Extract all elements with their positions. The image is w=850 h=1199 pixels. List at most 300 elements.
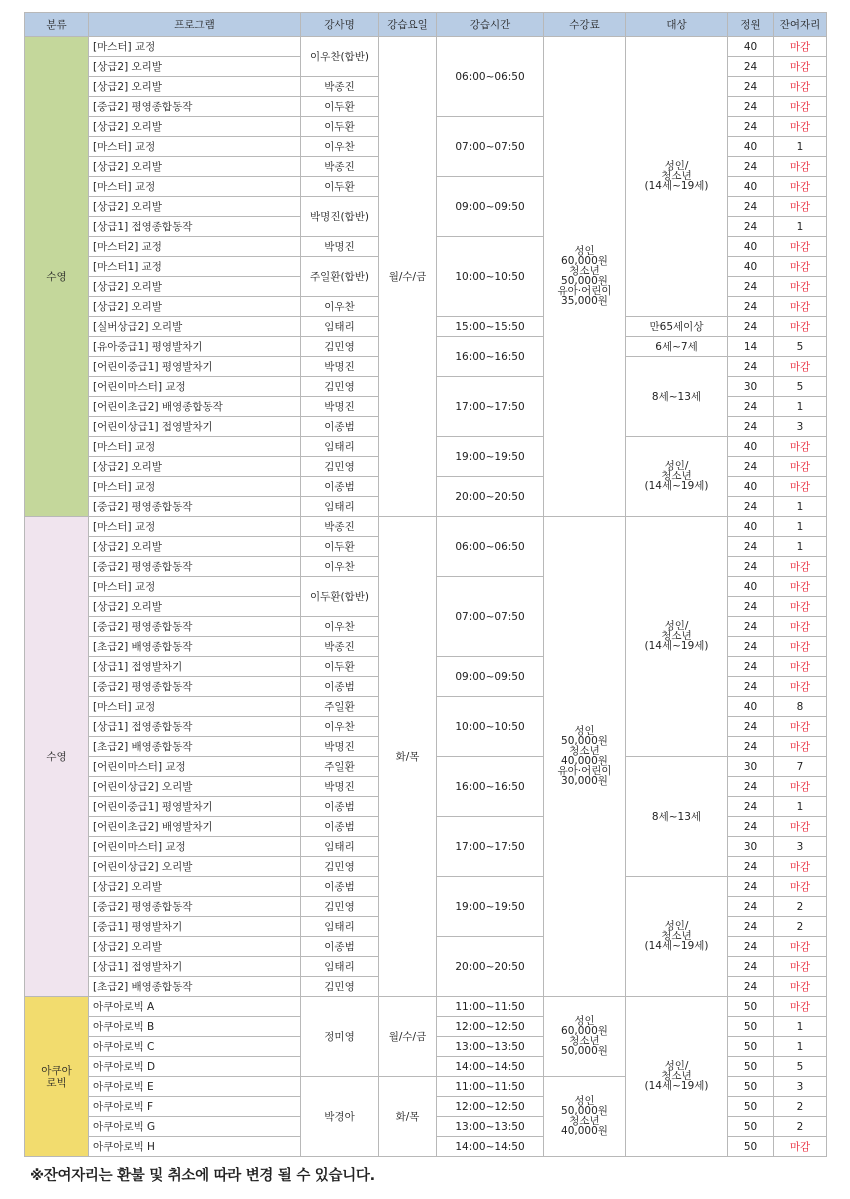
program-cell: [어린이상급1] 접영발차기 — [89, 417, 301, 437]
program-cell: [상급2] 오리발 — [89, 937, 301, 957]
instructor-cell: 주일환(합반) — [301, 257, 379, 297]
remaining-cell: 1 — [774, 797, 827, 817]
fee-cell — [544, 997, 626, 1077]
instructor-cell: 박종진 — [301, 157, 379, 177]
remaining-cell: 5 — [774, 377, 827, 397]
remaining-cell: 1 — [774, 517, 827, 537]
target-cell-line: 청소년 — [661, 1070, 692, 1082]
instructor-cell: 김민영 — [301, 897, 379, 917]
remaining-cell: 1 — [774, 1017, 827, 1037]
fee-cell-line: 유아·어린이 — [557, 765, 612, 777]
capacity-cell: 50 — [728, 1137, 774, 1157]
program-cell: [상급1] 접영종합동작 — [89, 217, 301, 237]
fee-cell-line: 청소년 — [569, 1035, 600, 1047]
program-cell: [중급2] 평영종합동작 — [89, 897, 301, 917]
instructor-cell: 박종진 — [301, 517, 379, 537]
remaining-cell: 마감 — [774, 937, 827, 957]
remaining-cell: 마감 — [774, 997, 827, 1017]
instructor-cell: 이두환 — [301, 117, 379, 137]
remaining-cell: 1 — [774, 217, 827, 237]
remaining-cell: 7 — [774, 757, 827, 777]
remaining-cell: 마감 — [774, 297, 827, 317]
remaining-cell: 1 — [774, 497, 827, 517]
remaining-cell: 마감 — [774, 457, 827, 477]
target-cell-line: 성인/ — [664, 160, 689, 172]
target-cell-line: 청소년 — [661, 930, 692, 942]
instructor-cell: 이종범 — [301, 817, 379, 837]
remaining-cell: 마감 — [774, 57, 827, 77]
capacity-cell: 24 — [728, 277, 774, 297]
capacity-cell: 24 — [728, 357, 774, 377]
time-cell: 14:00~14:50 — [437, 1137, 544, 1157]
time-cell: 06:00~06:50 — [437, 37, 544, 117]
fee-cell-line: 60,000원 — [561, 255, 608, 267]
time-cell: 10:00~10:50 — [437, 697, 544, 757]
instructor-cell: 김민영 — [301, 457, 379, 477]
program-cell: [상급2] 오리발 — [89, 197, 301, 217]
capacity-cell: 24 — [728, 897, 774, 917]
capacity-cell: 50 — [728, 1077, 774, 1097]
capacity-cell: 50 — [728, 1017, 774, 1037]
target-cell: 8세~13세 — [626, 757, 728, 877]
program-cell: 아쿠아로빅 A — [89, 997, 301, 1017]
category-cell — [25, 997, 89, 1157]
instructor-cell: 이두환(합반) — [301, 577, 379, 617]
capacity-cell: 24 — [728, 677, 774, 697]
program-cell: [어린이상급2] 오리발 — [89, 777, 301, 797]
capacity-cell: 24 — [728, 77, 774, 97]
program-cell: [상급2] 오리발 — [89, 877, 301, 897]
target-cell-line: 청소년 — [661, 470, 692, 482]
fee-cell-line: 유아·어린이 — [557, 285, 612, 297]
remaining-cell: 마감 — [774, 637, 827, 657]
program-cell: [상급2] 오리발 — [89, 277, 301, 297]
capacity-cell: 24 — [728, 157, 774, 177]
time-cell: 11:00~11:50 — [437, 1077, 544, 1097]
target-cell-line: 성인/ — [664, 1060, 689, 1072]
time-cell: 07:00~07:50 — [437, 117, 544, 177]
capacity-cell: 30 — [728, 377, 774, 397]
capacity-cell: 40 — [728, 477, 774, 497]
instructor-cell: 박명진 — [301, 737, 379, 757]
header-remaining: 잔여자리 — [774, 13, 827, 37]
target-cell-line: 성인/ — [664, 920, 689, 932]
instructor-cell: 김민영 — [301, 377, 379, 397]
instructor-cell: 박명진 — [301, 777, 379, 797]
target-cell-line: 성인/ — [664, 620, 689, 632]
instructor-cell: 박종진 — [301, 77, 379, 97]
program-cell: [중급2] 평영종합동작 — [89, 97, 301, 117]
remaining-cell: 마감 — [774, 657, 827, 677]
capacity-cell: 24 — [728, 957, 774, 977]
instructor-cell: 주일환 — [301, 757, 379, 777]
capacity-cell: 30 — [728, 837, 774, 857]
remaining-cell: 마감 — [774, 357, 827, 377]
instructor-cell: 이우찬(합반) — [301, 37, 379, 77]
time-cell: 19:00~19:50 — [437, 877, 544, 937]
instructor-cell: 박경아 — [301, 1077, 379, 1157]
instructor-cell: 이우찬 — [301, 717, 379, 737]
fee-cell-line: 성인 — [574, 1015, 595, 1027]
capacity-cell: 24 — [728, 57, 774, 77]
program-cell: [마스터] 교정 — [89, 697, 301, 717]
program-cell: 아쿠아로빅 H — [89, 1137, 301, 1157]
instructor-cell: 이종범 — [301, 937, 379, 957]
remaining-cell: 마감 — [774, 237, 827, 257]
instructor-cell: 이우찬 — [301, 557, 379, 577]
target-cell-line: (14세~19세) — [644, 480, 709, 492]
remaining-cell: 마감 — [774, 677, 827, 697]
capacity-cell: 50 — [728, 1037, 774, 1057]
capacity-cell: 24 — [728, 937, 774, 957]
fee-cell-line: 50,000원 — [561, 1045, 608, 1057]
remaining-cell: 마감 — [774, 97, 827, 117]
remaining-cell: 마감 — [774, 1137, 827, 1157]
capacity-cell: 24 — [728, 977, 774, 997]
target-cell-line: (14세~19세) — [644, 180, 709, 192]
remaining-cell: 1 — [774, 1037, 827, 1057]
program-cell: [상급2] 오리발 — [89, 77, 301, 97]
instructor-cell: 김민영 — [301, 857, 379, 877]
capacity-cell: 40 — [728, 697, 774, 717]
instructor-cell: 주일환 — [301, 697, 379, 717]
fee-cell-line: 성인 — [574, 245, 595, 257]
fee-cell — [544, 37, 626, 517]
time-cell: 20:00~20:50 — [437, 937, 544, 997]
capacity-cell: 24 — [728, 657, 774, 677]
capacity-cell: 24 — [728, 557, 774, 577]
fee-cell-line: 50,000원 — [561, 275, 608, 287]
program-cell: [상급2] 오리발 — [89, 597, 301, 617]
time-cell: 07:00~07:50 — [437, 577, 544, 657]
program-cell: [상급1] 접영발차기 — [89, 957, 301, 977]
remaining-cell: 마감 — [774, 737, 827, 757]
header-category: 분류 — [25, 13, 89, 37]
fee-cell-line: 청소년 — [569, 1115, 600, 1127]
time-cell: 16:00~16:50 — [437, 757, 544, 817]
capacity-cell: 24 — [728, 497, 774, 517]
time-cell: 11:00~11:50 — [437, 997, 544, 1017]
instructor-cell: 박명진(합반) — [301, 197, 379, 237]
time-cell: 20:00~20:50 — [437, 477, 544, 517]
remaining-cell: 마감 — [774, 557, 827, 577]
header-time: 강습시간 — [437, 13, 544, 37]
schedule-table — [24, 12, 827, 1157]
target-cell: 8세~13세 — [626, 357, 728, 437]
fee-cell-line: 청소년 — [569, 265, 600, 277]
remaining-cell: 2 — [774, 1097, 827, 1117]
fee-cell-line: 30,000원 — [561, 775, 608, 787]
instructor-cell: 이우찬 — [301, 137, 379, 157]
capacity-cell: 40 — [728, 517, 774, 537]
table-row — [25, 517, 827, 537]
capacity-cell: 24 — [728, 597, 774, 617]
program-cell: 아쿠아로빅 E — [89, 1077, 301, 1097]
footer-note: ※잔여자리는 환불 및 취소에 따라 변경 될 수 있습니다. — [30, 1168, 375, 1184]
capacity-cell: 24 — [728, 797, 774, 817]
capacity-cell: 24 — [728, 817, 774, 837]
target-cell: 만65세이상 — [626, 317, 728, 337]
table-body — [25, 37, 827, 1157]
program-cell: [상급2] 오리발 — [89, 297, 301, 317]
capacity-cell: 24 — [728, 397, 774, 417]
fee-cell — [544, 1077, 626, 1157]
remaining-cell: 마감 — [774, 157, 827, 177]
days-cell: 화/목 — [379, 517, 437, 997]
remaining-cell: 마감 — [774, 477, 827, 497]
target-cell — [626, 877, 728, 997]
target-cell — [626, 37, 728, 317]
capacity-cell: 50 — [728, 997, 774, 1017]
capacity-cell: 50 — [728, 1117, 774, 1137]
program-cell: [상급2] 오리발 — [89, 537, 301, 557]
fee-cell-line: 40,000원 — [561, 1125, 608, 1137]
remaining-cell: 3 — [774, 417, 827, 437]
instructor-cell: 이우찬 — [301, 617, 379, 637]
instructor-cell: 이종범 — [301, 677, 379, 697]
remaining-cell: 3 — [774, 1077, 827, 1097]
program-cell: [상급1] 접영발차기 — [89, 657, 301, 677]
target-cell — [626, 437, 728, 517]
program-cell: [중급2] 평영종합동작 — [89, 677, 301, 697]
fee-cell — [544, 517, 626, 997]
instructor-cell: 이두환 — [301, 657, 379, 677]
remaining-cell: 1 — [774, 537, 827, 557]
capacity-cell: 40 — [728, 437, 774, 457]
program-cell: 아쿠아로빅 G — [89, 1117, 301, 1137]
remaining-cell: 마감 — [774, 257, 827, 277]
capacity-cell: 24 — [728, 197, 774, 217]
program-cell: [마스터] 교정 — [89, 137, 301, 157]
remaining-cell: 5 — [774, 337, 827, 357]
header-program: 프로그램 — [89, 13, 301, 37]
time-cell: 13:00~13:50 — [437, 1117, 544, 1137]
program-cell: [초급2] 배영종합동작 — [89, 737, 301, 757]
remaining-cell: 마감 — [774, 617, 827, 637]
time-cell: 17:00~17:50 — [437, 817, 544, 877]
capacity-cell: 24 — [728, 857, 774, 877]
remaining-cell: 마감 — [774, 777, 827, 797]
instructor-cell: 박종진 — [301, 637, 379, 657]
remaining-cell: 마감 — [774, 577, 827, 597]
program-cell: [어린이마스터] 교정 — [89, 377, 301, 397]
remaining-cell: 마감 — [774, 977, 827, 997]
remaining-cell: 마감 — [774, 957, 827, 977]
capacity-cell: 50 — [728, 1057, 774, 1077]
target-cell: 6세~7세 — [626, 337, 728, 357]
target-cell-line: 성인/ — [664, 460, 689, 472]
instructor-cell: 박명진 — [301, 357, 379, 377]
instructor-cell: 임태리 — [301, 497, 379, 517]
header-fee: 수강료 — [544, 13, 626, 37]
program-cell: 아쿠아로빅 D — [89, 1057, 301, 1077]
instructor-cell: 이우찬 — [301, 297, 379, 317]
instructor-cell: 임태리 — [301, 437, 379, 457]
instructor-cell: 박명진 — [301, 237, 379, 257]
instructor-cell: 임태리 — [301, 917, 379, 937]
target-cell-line: 청소년 — [661, 630, 692, 642]
program-cell: [마스터1] 교정 — [89, 257, 301, 277]
category-cell: 수영 — [25, 517, 89, 997]
remaining-cell: 1 — [774, 137, 827, 157]
table-row — [25, 997, 827, 1017]
instructor-cell: 임태리 — [301, 317, 379, 337]
remaining-cell: 마감 — [774, 877, 827, 897]
fee-cell-line: 35,000원 — [561, 295, 608, 307]
remaining-cell: 2 — [774, 1117, 827, 1137]
time-cell: 17:00~17:50 — [437, 377, 544, 437]
program-cell: [어린이상급2] 오리발 — [89, 857, 301, 877]
remaining-cell: 마감 — [774, 317, 827, 337]
days-cell: 월/수/금 — [379, 37, 437, 517]
time-cell: 13:00~13:50 — [437, 1037, 544, 1057]
target-cell-line: (14세~19세) — [644, 640, 709, 652]
capacity-cell: 40 — [728, 237, 774, 257]
program-cell: [상급1] 접영종합동작 — [89, 717, 301, 737]
fee-cell-line: 50,000원 — [561, 735, 608, 747]
header-target: 대상 — [626, 13, 728, 37]
program-cell: [마스터] 교정 — [89, 577, 301, 597]
fee-cell-line: 50,000원 — [561, 1105, 608, 1117]
capacity-cell: 24 — [728, 717, 774, 737]
fee-cell-line: 40,000원 — [561, 755, 608, 767]
time-cell: 09:00~09:50 — [437, 177, 544, 237]
program-cell: [중급2] 평영종합동작 — [89, 497, 301, 517]
capacity-cell: 24 — [728, 637, 774, 657]
header-days: 강습요일 — [379, 13, 437, 37]
remaining-cell: 마감 — [774, 717, 827, 737]
program-cell: [마스터] 교정 — [89, 477, 301, 497]
program-cell: 아쿠아로빅 F — [89, 1097, 301, 1117]
instructor-cell: 이두환 — [301, 177, 379, 197]
remaining-cell: 마감 — [774, 117, 827, 137]
remaining-cell: 마감 — [774, 37, 827, 57]
instructor-cell: 이두환 — [301, 537, 379, 557]
program-cell: [마스터] 교정 — [89, 177, 301, 197]
program-cell: [중급2] 평영종합동작 — [89, 557, 301, 577]
capacity-cell: 50 — [728, 1097, 774, 1117]
program-cell: [상급2] 오리발 — [89, 457, 301, 477]
capacity-cell: 24 — [728, 877, 774, 897]
category-cell-line: 아쿠아 — [41, 1064, 72, 1077]
remaining-cell: 마감 — [774, 77, 827, 97]
time-cell: 15:00~15:50 — [437, 317, 544, 337]
program-cell: 아쿠아로빅 C — [89, 1037, 301, 1057]
time-cell: 12:00~12:50 — [437, 1097, 544, 1117]
program-cell: [마스터] 교정 — [89, 437, 301, 457]
program-cell: [상급2] 오리발 — [89, 117, 301, 137]
remaining-cell: 3 — [774, 837, 827, 857]
remaining-cell: 1 — [774, 397, 827, 417]
target-cell — [626, 517, 728, 757]
capacity-cell: 24 — [728, 97, 774, 117]
remaining-cell: 8 — [774, 697, 827, 717]
remaining-cell: 마감 — [774, 197, 827, 217]
time-cell: 19:00~19:50 — [437, 437, 544, 477]
fee-cell-line: 청소년 — [569, 745, 600, 757]
capacity-cell: 40 — [728, 577, 774, 597]
program-cell: [유아중급1] 평영발차기 — [89, 337, 301, 357]
capacity-cell: 24 — [728, 617, 774, 637]
program-cell: [마스터] 교정 — [89, 517, 301, 537]
instructor-cell: 김민영 — [301, 337, 379, 357]
instructor-cell: 김민영 — [301, 977, 379, 997]
instructor-cell: 임태리 — [301, 837, 379, 857]
capacity-cell: 24 — [728, 317, 774, 337]
instructor-cell: 이종범 — [301, 417, 379, 437]
capacity-cell: 40 — [728, 37, 774, 57]
header-instructor: 강사명 — [301, 13, 379, 37]
program-cell: [어린이마스터] 교정 — [89, 837, 301, 857]
capacity-cell: 40 — [728, 137, 774, 157]
program-cell: [어린이중급1] 평영발차기 — [89, 797, 301, 817]
time-cell: 10:00~10:50 — [437, 237, 544, 317]
program-cell: [상급2] 오리발 — [89, 57, 301, 77]
instructor-cell: 임태리 — [301, 957, 379, 977]
capacity-cell: 30 — [728, 757, 774, 777]
target-cell — [626, 997, 728, 1157]
remaining-cell: 5 — [774, 1057, 827, 1077]
remaining-cell: 마감 — [774, 817, 827, 837]
capacity-cell: 14 — [728, 337, 774, 357]
days-cell: 월/수/금 — [379, 997, 437, 1077]
program-cell: [상급2] 오리발 — [89, 157, 301, 177]
capacity-cell: 24 — [728, 537, 774, 557]
program-cell: [어린이마스터] 교정 — [89, 757, 301, 777]
category-cell: 수영 — [25, 37, 89, 517]
program-cell: 아쿠아로빅 B — [89, 1017, 301, 1037]
fee-cell-line: 성인 — [574, 1095, 595, 1107]
capacity-cell: 24 — [728, 917, 774, 937]
capacity-cell: 24 — [728, 777, 774, 797]
capacity-cell: 40 — [728, 257, 774, 277]
time-cell: 09:00~09:50 — [437, 657, 544, 697]
capacity-cell: 40 — [728, 177, 774, 197]
remaining-cell: 2 — [774, 917, 827, 937]
capacity-cell: 24 — [728, 417, 774, 437]
program-cell: [중급1] 평영발차기 — [89, 917, 301, 937]
target-cell-line: (14세~19세) — [644, 1080, 709, 1092]
target-cell-line: (14세~19세) — [644, 940, 709, 952]
instructor-cell: 이종범 — [301, 797, 379, 817]
instructor-cell: 이종범 — [301, 877, 379, 897]
days-cell: 화/목 — [379, 1077, 437, 1157]
program-cell: [어린이중급1] 평영발차기 — [89, 357, 301, 377]
instructor-cell: 박명진 — [301, 397, 379, 417]
table-row — [25, 37, 827, 57]
capacity-cell: 24 — [728, 737, 774, 757]
instructor-cell: 이두환 — [301, 97, 379, 117]
time-cell: 16:00~16:50 — [437, 337, 544, 377]
remaining-cell: 마감 — [774, 277, 827, 297]
program-cell: [어린이초급2] 배영종합동작 — [89, 397, 301, 417]
remaining-cell: 마감 — [774, 597, 827, 617]
remaining-cell: 2 — [774, 897, 827, 917]
capacity-cell: 24 — [728, 297, 774, 317]
remaining-cell: 마감 — [774, 437, 827, 457]
program-cell: [중급2] 평영종합동작 — [89, 617, 301, 637]
program-cell: [어린이초급2] 배영발차기 — [89, 817, 301, 837]
program-cell: [마스터] 교정 — [89, 37, 301, 57]
instructor-cell: 이종범 — [301, 477, 379, 497]
program-cell: [실버상급2] 오리발 — [89, 317, 301, 337]
remaining-cell: 마감 — [774, 177, 827, 197]
instructor-cell: 정미영 — [301, 997, 379, 1077]
capacity-cell: 24 — [728, 457, 774, 477]
fee-cell-line: 성인 — [574, 725, 595, 737]
program-cell: [초급2] 배영종합동작 — [89, 637, 301, 657]
remaining-cell: 마감 — [774, 857, 827, 877]
